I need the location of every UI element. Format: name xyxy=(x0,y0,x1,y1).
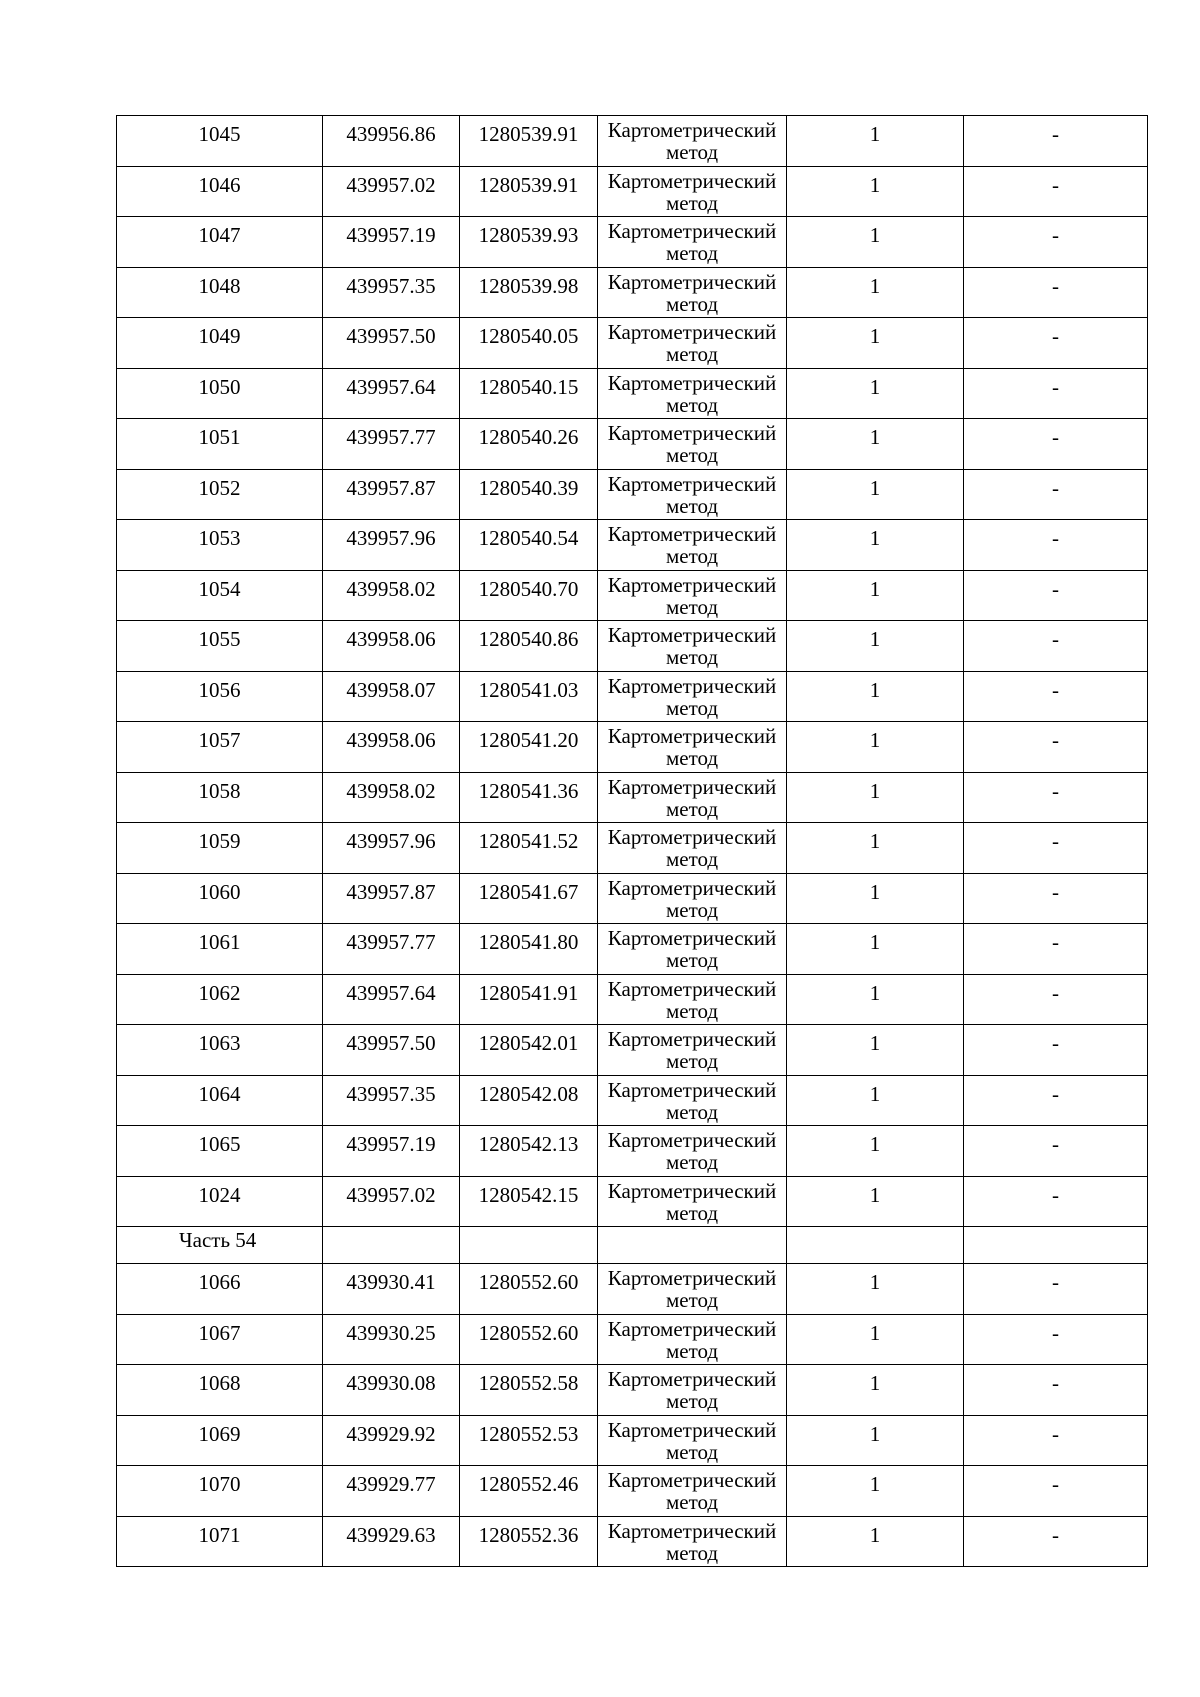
table-row xyxy=(117,1126,1148,1177)
method-line2: метод xyxy=(665,342,719,366)
point-id-cell: 1059 xyxy=(117,823,323,874)
method-line1: Картометрический xyxy=(607,421,777,445)
table-row xyxy=(117,1415,1148,1466)
accuracy-cell: 1 xyxy=(787,419,964,470)
table-row xyxy=(117,1264,1148,1315)
method-line2: метод xyxy=(665,948,719,972)
table-row xyxy=(117,924,1148,975)
point-id-cell: 1071 xyxy=(117,1516,323,1567)
method-line1: Картометрический xyxy=(607,774,777,799)
method-line1: Картометрический xyxy=(607,976,777,1001)
y-coordinate-cell: 1280540.15 xyxy=(460,368,598,419)
method-line1: Картометрический xyxy=(607,825,777,849)
x-coordinate-cell: 439957.02 xyxy=(323,1176,460,1227)
y-coordinate-cell: 1280540.70 xyxy=(460,570,598,621)
accuracy-cell: 1 xyxy=(787,1176,964,1227)
point-id-cell: 1062 xyxy=(117,974,323,1025)
method-line1: Картометрический xyxy=(607,219,777,243)
table-row xyxy=(117,621,1148,672)
method-cell xyxy=(598,722,787,773)
y-coordinate-cell: 1280552.36 xyxy=(460,1516,598,1567)
accuracy-cell: 1 xyxy=(787,671,964,722)
point-id-cell: 1045 xyxy=(117,116,323,167)
y-coordinate-cell: 1280552.60 xyxy=(460,1314,598,1365)
method-line2: метод xyxy=(665,190,719,215)
method-line1: Картометрический xyxy=(607,370,777,395)
method-line1: Картометрический xyxy=(607,926,777,950)
method-line2: метод xyxy=(665,645,719,669)
y-coordinate-cell: 1280541.91 xyxy=(460,974,598,1025)
method-cell xyxy=(598,974,787,1025)
point-id-cell: 1067 xyxy=(117,1314,323,1365)
method-cell xyxy=(598,570,787,621)
method-cell xyxy=(598,318,787,369)
point-id-cell: 1055 xyxy=(117,621,323,672)
y-coordinate-cell: 1280541.36 xyxy=(460,772,598,823)
method-line2: метод xyxy=(665,1389,719,1413)
table-row xyxy=(117,166,1148,217)
point-id-cell: 1060 xyxy=(117,873,323,924)
method-line2: метод xyxy=(665,1288,719,1312)
accuracy-cell: 1 xyxy=(787,570,964,621)
point-id-cell: 1053 xyxy=(117,520,323,571)
method-cell xyxy=(598,671,787,722)
part-label: Часть 54 xyxy=(117,1227,323,1264)
y-coordinate-cell: 1280552.58 xyxy=(460,1365,598,1416)
accuracy-cell: 1 xyxy=(787,318,964,369)
x-coordinate-cell: 439957.35 xyxy=(323,1075,460,1126)
method-line1: Картометрический xyxy=(607,1518,777,1543)
point-id-cell: 1047 xyxy=(117,217,323,268)
accuracy-cell: 1 xyxy=(787,368,964,419)
method-cell xyxy=(598,368,787,419)
y-coordinate-cell: 1280540.86 xyxy=(460,621,598,672)
table-row xyxy=(117,1176,1148,1227)
point-id-cell: 1024 xyxy=(117,1176,323,1227)
note-cell: - xyxy=(964,419,1148,470)
point-id-cell: 1052 xyxy=(117,469,323,520)
empty-cell xyxy=(787,1227,964,1264)
table-row xyxy=(117,974,1148,1025)
accuracy-cell: 1 xyxy=(787,621,964,672)
point-id-cell: 1068 xyxy=(117,1365,323,1416)
method-line1: Картометрический xyxy=(607,875,777,900)
note-cell: - xyxy=(964,1176,1148,1227)
method-line1: Картометрический xyxy=(607,1128,777,1152)
method-line1: Картометрический xyxy=(607,118,777,142)
note-cell: - xyxy=(964,1466,1148,1517)
method-cell xyxy=(598,1025,787,1076)
method-cell xyxy=(598,873,787,924)
method-cell xyxy=(598,1126,787,1177)
method-line1: Картометрический xyxy=(607,572,777,597)
method-line2: метод xyxy=(665,1099,719,1124)
note-cell: - xyxy=(964,1516,1148,1567)
accuracy-cell: 1 xyxy=(787,267,964,318)
table-body xyxy=(117,116,1148,1567)
accuracy-cell: 1 xyxy=(787,217,964,268)
point-id-cell: 1046 xyxy=(117,166,323,217)
x-coordinate-cell: 439958.06 xyxy=(323,722,460,773)
method-cell xyxy=(598,1075,787,1126)
method-line1: Картометрический xyxy=(607,1367,777,1391)
accuracy-cell: 1 xyxy=(787,1415,964,1466)
y-coordinate-cell: 1280542.15 xyxy=(460,1176,598,1227)
method-line1: Картометрический xyxy=(607,1266,777,1290)
table-row xyxy=(117,217,1148,268)
table-row xyxy=(117,520,1148,571)
method-cell xyxy=(598,469,787,520)
method-line1: Картометрический xyxy=(607,522,777,546)
method-cell xyxy=(598,1176,787,1227)
y-coordinate-cell: 1280541.80 xyxy=(460,924,598,975)
note-cell: - xyxy=(964,722,1148,773)
method-line2: метод xyxy=(665,998,719,1023)
coordinates-table xyxy=(116,115,1148,1567)
point-id-cell: 1051 xyxy=(117,419,323,470)
method-line2: метод xyxy=(665,897,719,922)
x-coordinate-cell: 439958.06 xyxy=(323,621,460,672)
method-line2: метод xyxy=(665,594,719,619)
method-cell xyxy=(598,1415,787,1466)
method-line2: метод xyxy=(665,1049,719,1073)
note-cell: - xyxy=(964,469,1148,520)
point-id-cell: 1063 xyxy=(117,1025,323,1076)
method-line1: Картометрический xyxy=(607,471,777,496)
point-id-cell: 1061 xyxy=(117,924,323,975)
table-row xyxy=(117,1025,1148,1076)
accuracy-cell: 1 xyxy=(787,166,964,217)
y-coordinate-cell: 1280540.39 xyxy=(460,469,598,520)
y-coordinate-cell: 1280539.98 xyxy=(460,267,598,318)
y-coordinate-cell: 1280542.01 xyxy=(460,1025,598,1076)
table-row xyxy=(117,570,1148,621)
note-cell: - xyxy=(964,1415,1148,1466)
method-line2: метод xyxy=(665,241,719,265)
note-cell: - xyxy=(964,974,1148,1025)
method-cell xyxy=(598,772,787,823)
y-coordinate-cell: 1280552.46 xyxy=(460,1466,598,1517)
point-id-cell: 1069 xyxy=(117,1415,323,1466)
table-row xyxy=(117,671,1148,722)
point-id-cell: 1057 xyxy=(117,722,323,773)
y-coordinate-cell: 1280541.03 xyxy=(460,671,598,722)
method-cell xyxy=(598,419,787,470)
x-coordinate-cell: 439958.02 xyxy=(323,772,460,823)
x-coordinate-cell: 439957.35 xyxy=(323,267,460,318)
y-coordinate-cell: 1280541.67 xyxy=(460,873,598,924)
accuracy-cell: 1 xyxy=(787,873,964,924)
method-line1: Картометрический xyxy=(607,673,777,698)
method-cell xyxy=(598,1264,787,1315)
note-cell: - xyxy=(964,166,1148,217)
method-line1: Картометрический xyxy=(607,168,777,193)
part-header-row xyxy=(117,1227,1148,1264)
note-cell: - xyxy=(964,116,1148,167)
method-line2: метод xyxy=(665,1439,719,1464)
method-line1: Картометрический xyxy=(607,269,777,294)
method-line2: метод xyxy=(665,847,719,871)
x-coordinate-cell: 439957.50 xyxy=(323,1025,460,1076)
note-cell: - xyxy=(964,267,1148,318)
method-line1: Картометрический xyxy=(607,1417,777,1442)
method-cell xyxy=(598,520,787,571)
method-cell xyxy=(598,823,787,874)
x-coordinate-cell: 439957.64 xyxy=(323,974,460,1025)
accuracy-cell: 1 xyxy=(787,1075,964,1126)
y-coordinate-cell: 1280552.60 xyxy=(460,1264,598,1315)
method-line2: метод xyxy=(665,1490,719,1514)
x-coordinate-cell: 439957.50 xyxy=(323,318,460,369)
accuracy-cell: 1 xyxy=(787,1516,964,1567)
accuracy-cell: 1 xyxy=(787,469,964,520)
note-cell: - xyxy=(964,1075,1148,1126)
point-id-cell: 1049 xyxy=(117,318,323,369)
method-line1: Картометрический xyxy=(607,1077,777,1102)
x-coordinate-cell: 439929.63 xyxy=(323,1516,460,1567)
y-coordinate-cell: 1280540.26 xyxy=(460,419,598,470)
method-cell xyxy=(598,217,787,268)
point-id-cell: 1056 xyxy=(117,671,323,722)
point-id-cell: 1064 xyxy=(117,1075,323,1126)
accuracy-cell: 1 xyxy=(787,1264,964,1315)
point-id-cell: 1066 xyxy=(117,1264,323,1315)
table-row xyxy=(117,1466,1148,1517)
x-coordinate-cell: 439929.77 xyxy=(323,1466,460,1517)
method-line2: метод xyxy=(665,1150,719,1174)
y-coordinate-cell: 1280542.13 xyxy=(460,1126,598,1177)
accuracy-cell: 1 xyxy=(787,1365,964,1416)
empty-cell xyxy=(598,1227,787,1264)
table-row xyxy=(117,318,1148,369)
x-coordinate-cell: 439956.86 xyxy=(323,116,460,167)
x-coordinate-cell: 439958.07 xyxy=(323,671,460,722)
method-cell xyxy=(598,267,787,318)
method-line2: метод xyxy=(665,291,719,316)
empty-cell xyxy=(964,1227,1148,1264)
table-row xyxy=(117,116,1148,167)
method-line2: метод xyxy=(665,493,719,518)
method-line2: метод xyxy=(665,443,719,467)
method-line2: метод xyxy=(665,746,719,770)
method-line1: Картометрический xyxy=(607,724,777,748)
method-cell xyxy=(598,116,787,167)
method-line2: метод xyxy=(665,1338,719,1363)
x-coordinate-cell: 439957.64 xyxy=(323,368,460,419)
accuracy-cell: 1 xyxy=(787,772,964,823)
method-line1: Картометрический xyxy=(607,320,777,344)
note-cell: - xyxy=(964,520,1148,571)
y-coordinate-cell: 1280539.91 xyxy=(460,116,598,167)
x-coordinate-cell: 439929.92 xyxy=(323,1415,460,1466)
empty-cell xyxy=(323,1227,460,1264)
x-coordinate-cell: 439930.41 xyxy=(323,1264,460,1315)
note-cell: - xyxy=(964,924,1148,975)
x-coordinate-cell: 439957.77 xyxy=(323,924,460,975)
accuracy-cell: 1 xyxy=(787,1466,964,1517)
method-line1: Картометрический xyxy=(607,1027,777,1051)
method-cell xyxy=(598,1365,787,1416)
accuracy-cell: 1 xyxy=(787,823,964,874)
x-coordinate-cell: 439957.87 xyxy=(323,469,460,520)
note-cell: - xyxy=(964,671,1148,722)
x-coordinate-cell: 439957.19 xyxy=(323,217,460,268)
note-cell: - xyxy=(964,1126,1148,1177)
note-cell: - xyxy=(964,772,1148,823)
method-cell xyxy=(598,1516,787,1567)
method-cell xyxy=(598,621,787,672)
note-cell: - xyxy=(964,570,1148,621)
method-line1: Картометрический xyxy=(607,1316,777,1341)
note-cell: - xyxy=(964,873,1148,924)
method-line2: метод xyxy=(665,1200,719,1225)
note-cell: - xyxy=(964,823,1148,874)
accuracy-cell: 1 xyxy=(787,116,964,167)
method-line1: Картометрический xyxy=(607,623,777,647)
table-row xyxy=(117,368,1148,419)
y-coordinate-cell: 1280541.52 xyxy=(460,823,598,874)
x-coordinate-cell: 439930.08 xyxy=(323,1365,460,1416)
point-id-cell: 1054 xyxy=(117,570,323,621)
method-line2: метод xyxy=(665,140,719,164)
x-coordinate-cell: 439958.02 xyxy=(323,570,460,621)
accuracy-cell: 1 xyxy=(787,722,964,773)
table-row xyxy=(117,267,1148,318)
point-id-cell: 1058 xyxy=(117,772,323,823)
x-coordinate-cell: 439957.19 xyxy=(323,1126,460,1177)
accuracy-cell: 1 xyxy=(787,924,964,975)
accuracy-cell: 1 xyxy=(787,1126,964,1177)
x-coordinate-cell: 439957.96 xyxy=(323,520,460,571)
table-row xyxy=(117,722,1148,773)
x-coordinate-cell: 439930.25 xyxy=(323,1314,460,1365)
table-row xyxy=(117,469,1148,520)
note-cell: - xyxy=(964,621,1148,672)
accuracy-cell: 1 xyxy=(787,520,964,571)
note-cell: - xyxy=(964,318,1148,369)
table-row xyxy=(117,1314,1148,1365)
note-cell: - xyxy=(964,1365,1148,1416)
empty-cell xyxy=(460,1227,598,1264)
note-cell: - xyxy=(964,1264,1148,1315)
x-coordinate-cell: 439957.02 xyxy=(323,166,460,217)
note-cell: - xyxy=(964,1314,1148,1365)
accuracy-cell: 1 xyxy=(787,1314,964,1365)
point-id-cell: 1050 xyxy=(117,368,323,419)
method-line2: метод xyxy=(665,544,719,568)
table-row xyxy=(117,823,1148,874)
table-row xyxy=(117,1365,1148,1416)
method-line1: Картометрический xyxy=(607,1178,777,1203)
y-coordinate-cell: 1280552.53 xyxy=(460,1415,598,1466)
table-row xyxy=(117,873,1148,924)
method-cell xyxy=(598,924,787,975)
method-line2: метод xyxy=(665,695,719,720)
x-coordinate-cell: 439957.77 xyxy=(323,419,460,470)
y-coordinate-cell: 1280542.08 xyxy=(460,1075,598,1126)
method-cell xyxy=(598,1466,787,1517)
y-coordinate-cell: 1280540.05 xyxy=(460,318,598,369)
table-row xyxy=(117,419,1148,470)
table-row xyxy=(117,1516,1148,1567)
method-line2: метод xyxy=(665,1540,719,1565)
table-row xyxy=(117,1075,1148,1126)
method-line1: Картометрический xyxy=(607,1468,777,1492)
note-cell: - xyxy=(964,1025,1148,1076)
y-coordinate-cell: 1280540.54 xyxy=(460,520,598,571)
point-id-cell: 1048 xyxy=(117,267,323,318)
accuracy-cell: 1 xyxy=(787,974,964,1025)
note-cell: - xyxy=(964,368,1148,419)
point-id-cell: 1065 xyxy=(117,1126,323,1177)
method-cell xyxy=(598,1314,787,1365)
x-coordinate-cell: 439957.87 xyxy=(323,873,460,924)
method-line2: метод xyxy=(665,392,719,417)
note-cell: - xyxy=(964,217,1148,268)
y-coordinate-cell: 1280541.20 xyxy=(460,722,598,773)
x-coordinate-cell: 439957.96 xyxy=(323,823,460,874)
method-cell xyxy=(598,166,787,217)
y-coordinate-cell: 1280539.91 xyxy=(460,166,598,217)
y-coordinate-cell: 1280539.93 xyxy=(460,217,598,268)
table-row xyxy=(117,772,1148,823)
point-id-cell: 1070 xyxy=(117,1466,323,1517)
method-line2: метод xyxy=(665,796,719,821)
accuracy-cell: 1 xyxy=(787,1025,964,1076)
